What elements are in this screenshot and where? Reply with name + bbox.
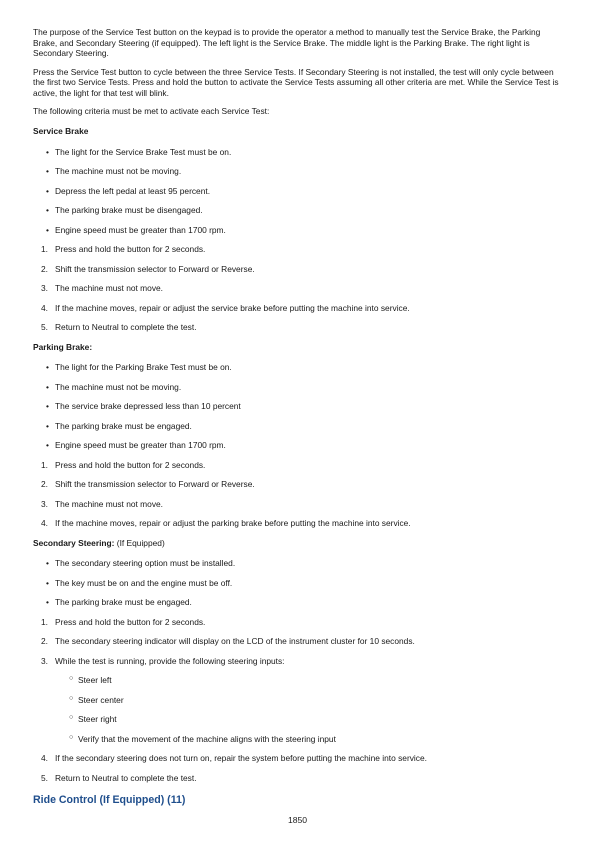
list-item: 1. Press and hold the button for 2 seconds. xyxy=(41,616,206,627)
hollow-bullet-icon: ○ xyxy=(69,675,74,683)
section-title-ride-control: Ride Control (If Equipped) (11) xyxy=(33,794,186,807)
list-item: 4. If the machine moves, repair or adjust the parking brake before putting the machine into service. xyxy=(41,518,411,529)
list-item: • The parking brake must be disengaged. xyxy=(46,205,203,216)
list-item: • Engine speed must be greater than 1700 rpm. xyxy=(46,440,226,451)
bullet-icon: • xyxy=(46,420,49,431)
list-item: 3. While the test is running, provide the following steering inputs: xyxy=(41,655,285,666)
hollow-bullet-icon: ○ xyxy=(69,733,74,741)
bullet-icon: • xyxy=(46,224,49,235)
bullet-icon: • xyxy=(46,558,49,569)
list-item: • The parking brake must be engaged. xyxy=(46,597,192,608)
list-item: • The machine must not be moving. xyxy=(46,166,182,177)
bullet-icon: • xyxy=(46,205,49,216)
list-item: • The parking brake must be engaged. xyxy=(46,420,192,431)
list-item: • The machine must not be moving. xyxy=(46,381,182,392)
document-page xyxy=(33,27,563,808)
intro-paragraph-3: The following criteria must be met to activate each Service Test: xyxy=(33,106,270,117)
list-item: ○ Verify that the movement of the machine aligns with the steering input xyxy=(69,733,336,744)
bullet-icon: • xyxy=(46,166,49,177)
list-item: 4. If the machine moves, repair or adjust the service brake before putting the machine into service. xyxy=(41,302,410,313)
list-item: 2. Shift the transmission selector to Forward or Reverse. xyxy=(41,263,255,274)
list-item: 4. If the secondary steering does not turn on, repair the system before putting the machine into service. xyxy=(41,753,427,764)
bullet-icon: • xyxy=(46,146,49,157)
list-item: • Depress the left pedal at least 95 percent. xyxy=(46,185,211,196)
list-item: • The key must be on and the engine must be off. xyxy=(46,577,233,588)
list-item: 2. The secondary steering indicator will display on the LCD of the instrument cluster for 10 seconds. xyxy=(41,636,415,647)
service-brake-steps xyxy=(33,244,563,342)
hollow-bullet-icon: ○ xyxy=(69,694,74,702)
intro-paragraph-1: The purpose of the Service Test button on the keypad is to provide the operator a method to manually test the Service Brake, the Parking Brake, and Secondary Steering (if equipped). The left light is the Service Brake. The middle light is the Parking Brake. The right light is Secondary Steering. xyxy=(33,27,541,59)
secondary-steering-steps xyxy=(33,617,563,676)
list-item: • The secondary steering option must be installed. xyxy=(46,558,236,569)
page-number: 1850 xyxy=(287,815,308,825)
list-item: ○ Steer left xyxy=(69,675,112,686)
list-item: 1. Press and hold the button for 2 seconds. xyxy=(41,459,206,470)
list-item: 3. The machine must not move. xyxy=(41,498,163,509)
bullet-icon: • xyxy=(46,362,49,373)
list-item: 2. Shift the transmission selector to Forward or Reverse. xyxy=(41,479,255,490)
list-item: 3. The machine must not move. xyxy=(41,283,163,294)
intro-paragraph-2: Press the Service Test button to cycle between the three Service Tests. If Secondary Steering is not installed, the test will only cycle between the first two Service Tests. Press and hold the button to activate the Service Tests assuming all other criteria are met. While the Service Test is active, the light for that test will blink. xyxy=(33,66,559,98)
service-brake-criteria xyxy=(33,147,563,245)
hollow-bullet-icon: ○ xyxy=(69,714,74,722)
parking-brake-criteria xyxy=(33,362,563,460)
service-brake-heading: Service Brake xyxy=(33,126,89,137)
if-equipped-note: (If Equipped) xyxy=(114,537,165,548)
list-item: 5. Return to Neutral to complete the test. xyxy=(41,322,197,333)
list-item: • The light for the Service Brake Test must be on. xyxy=(46,146,232,157)
list-item: 1. Press and hold the button for 2 seconds. xyxy=(41,244,206,255)
parking-brake-heading: Parking Brake: xyxy=(33,341,93,352)
list-item: ○ Steer center xyxy=(69,694,124,705)
secondary-steering-heading: Secondary Steering: (If Equipped) xyxy=(33,537,165,548)
bullet-icon: • xyxy=(46,381,49,392)
bullet-icon: • xyxy=(46,185,49,196)
bullet-icon: • xyxy=(46,597,49,608)
list-item: ○ Steer right xyxy=(69,714,117,725)
parking-brake-steps xyxy=(33,460,563,538)
secondary-steering-criteria xyxy=(33,558,563,617)
list-item: 5. Return to Neutral to complete the test. xyxy=(41,772,197,783)
bullet-icon: • xyxy=(46,401,49,412)
bullet-icon: • xyxy=(46,440,49,451)
list-item: • Engine speed must be greater than 1700 rpm. xyxy=(46,224,226,235)
bullet-icon: • xyxy=(46,577,49,588)
secondary-steering-steps-continued xyxy=(33,753,563,792)
steering-inputs-list xyxy=(33,675,563,753)
list-item: • The service brake depressed less than 10 percent xyxy=(46,401,241,412)
list-item: • The light for the Parking Brake Test must be on. xyxy=(46,362,232,373)
